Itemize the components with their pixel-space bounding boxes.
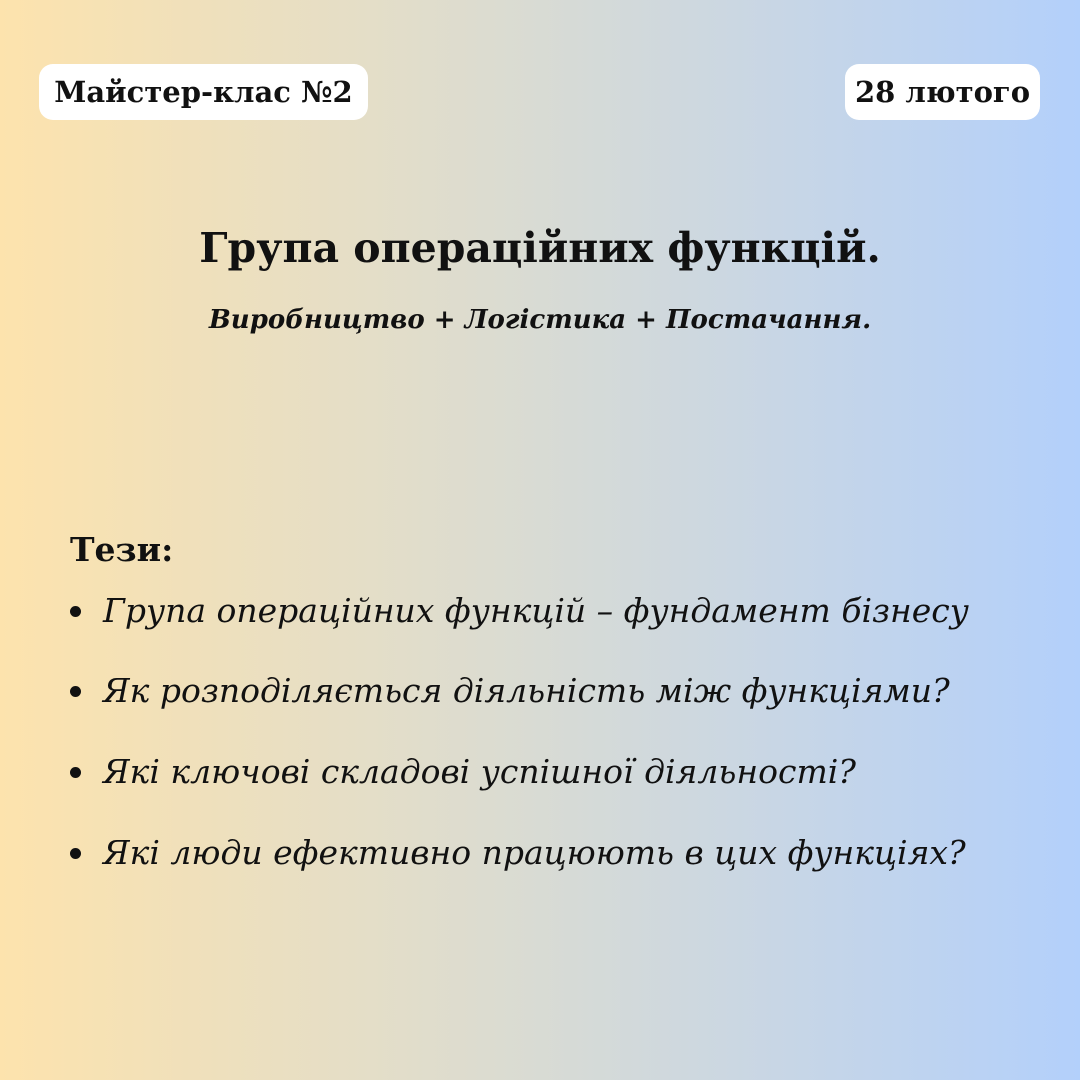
- thesis-text: Які ключові складові успішної діяльності?: [103, 752, 856, 791]
- bullet-icon: [70, 606, 81, 617]
- event-badge: [39, 64, 368, 120]
- page-subtitle: Виробництво + Логістика + Постачання.: [208, 305, 872, 335]
- date-label: 28 лютого: [854, 75, 1031, 109]
- thesis-text: Група операційних функцій – фундамент бізнесу: [103, 591, 969, 630]
- theses-section: [70, 526, 1030, 877]
- thesis-item: [70, 829, 1030, 877]
- bullet-icon: [70, 767, 81, 778]
- thesis-item: [70, 748, 1030, 796]
- theses-list: [70, 587, 1030, 877]
- theses-heading: Тези:: [70, 530, 174, 569]
- thesis-text: Як розподіляється діяльність між функціями?: [103, 671, 950, 710]
- thesis-item: [70, 587, 1030, 635]
- event-label: Майстер-клас №2: [54, 75, 353, 109]
- bullet-icon: [70, 848, 81, 859]
- page-title: Група операційних функцій.: [199, 224, 881, 272]
- bullet-icon: [70, 686, 81, 697]
- date-badge: [845, 64, 1040, 120]
- thesis-text: Які люди ефективно працюють в цих функціях?: [103, 833, 966, 872]
- thesis-item: [70, 667, 1030, 715]
